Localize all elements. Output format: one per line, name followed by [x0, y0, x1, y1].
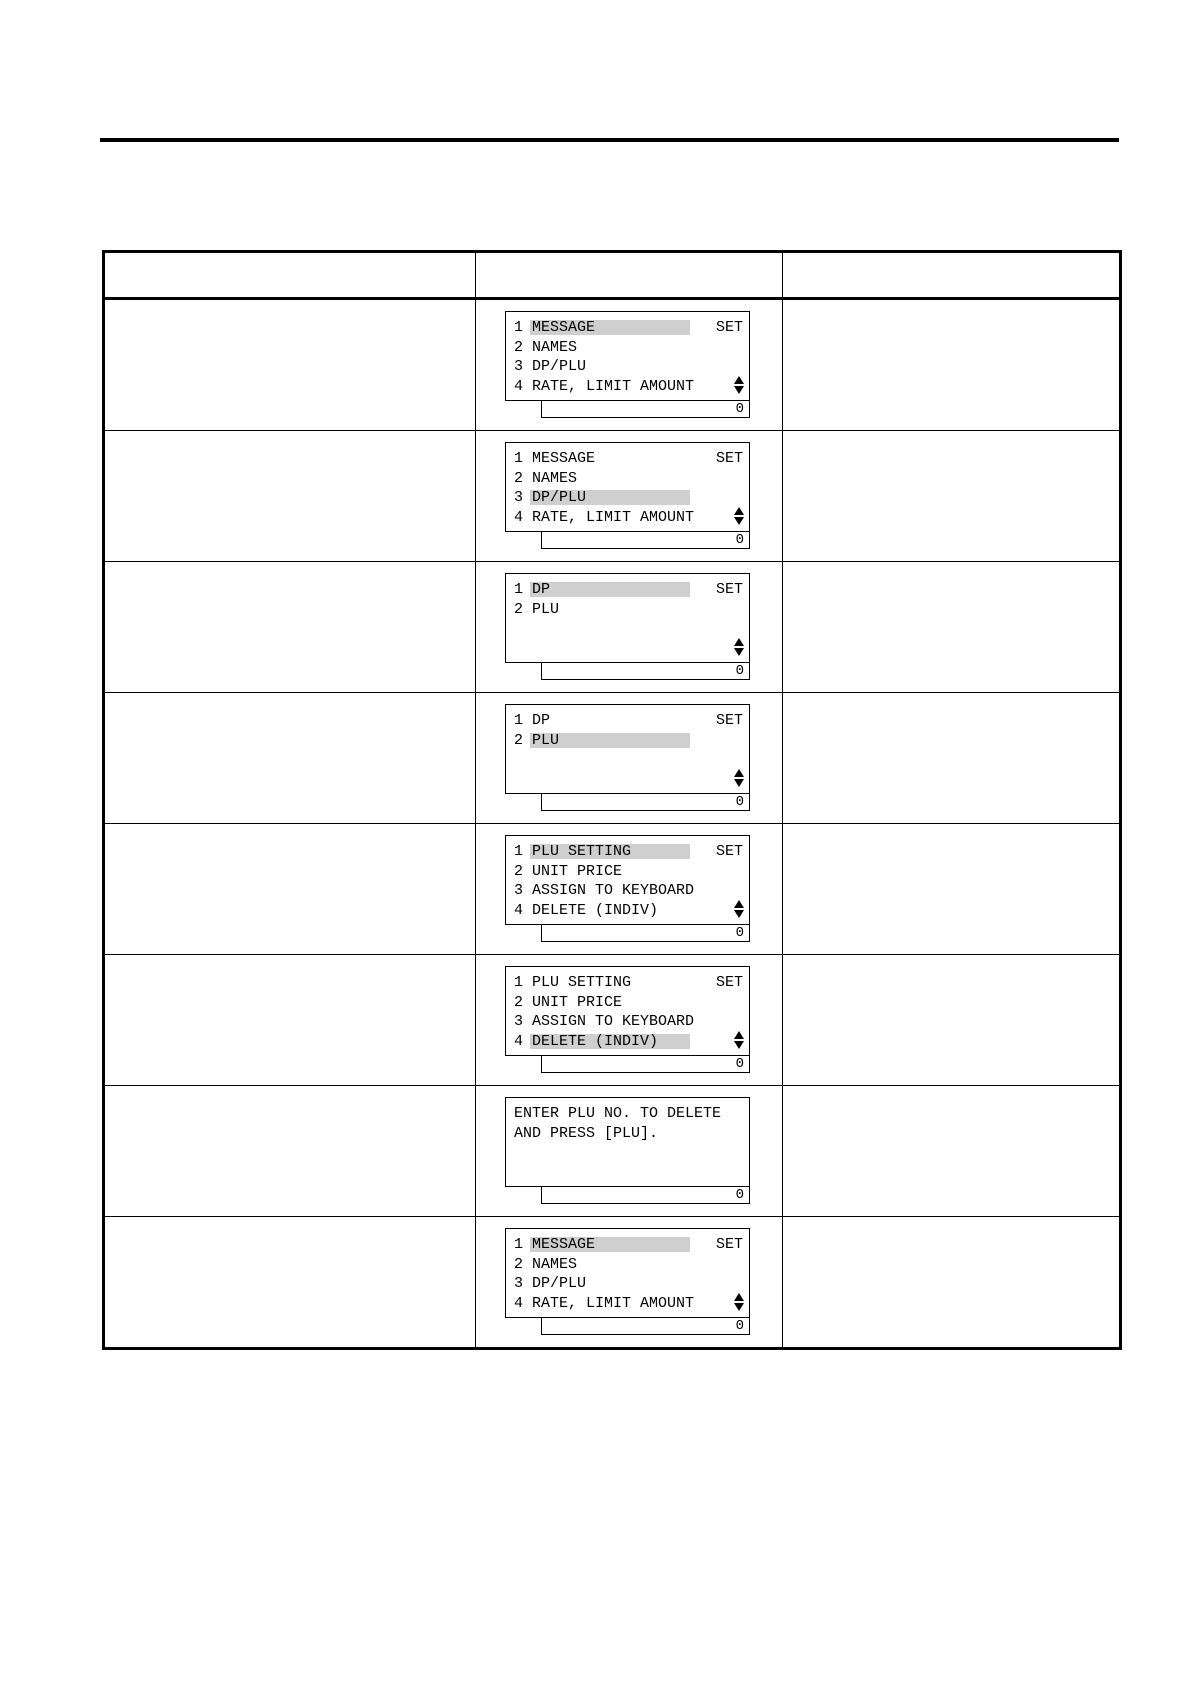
- lcd-screen: [505, 835, 750, 925]
- table-row: [104, 1217, 1121, 1349]
- menu-item-label: [532, 1255, 577, 1275]
- menu-item: [514, 881, 745, 901]
- menu-item: [514, 1274, 745, 1294]
- menu-item-label: [532, 580, 550, 600]
- menu-item: [514, 1012, 745, 1032]
- up-down-triangle-icon: [734, 900, 744, 918]
- table-row: [104, 431, 1121, 562]
- remarks-cell: [783, 431, 1121, 562]
- lcd-counter-box: [541, 663, 750, 680]
- menu-item: [514, 731, 745, 751]
- menu-item-text: RATE, LIMIT AMOUNT: [532, 377, 695, 395]
- menu-item-number: 2: [514, 338, 524, 356]
- header-remarks: [783, 252, 1121, 299]
- menu-item-text: ASSIGN TO KEYBOARD: [532, 1013, 695, 1030]
- display-cell: [476, 693, 783, 824]
- menu-item-number: 4: [514, 1294, 524, 1312]
- menu-item-label: [532, 881, 694, 901]
- menu-item-number: 1: [514, 712, 524, 729]
- lcd-lines: [514, 449, 745, 527]
- menu-item-text: PLU SETTING: [532, 974, 632, 991]
- menu-item-text: PLU: [532, 600, 560, 618]
- menu-item: [514, 508, 745, 528]
- up-down-triangle-icon: [734, 638, 744, 656]
- menu-item: [514, 318, 745, 338]
- menu-item-label: [532, 993, 622, 1013]
- menu-item-text: NAMES: [532, 338, 578, 356]
- lcd-counter-box: [541, 794, 750, 811]
- table-header-row: [104, 252, 1121, 299]
- menu-item-text: PLU: [532, 731, 560, 749]
- menu-item-number: 2: [514, 1255, 524, 1273]
- remarks-cell: [783, 824, 1121, 955]
- menu-item-label: [532, 318, 595, 338]
- menu-item-number: 1: [514, 581, 524, 598]
- menu-item-text: DP: [532, 712, 551, 729]
- up-down-triangle-icon: [734, 376, 744, 394]
- display-cell: [476, 431, 783, 562]
- lcd-screen: [505, 442, 750, 532]
- menu-item-label: [532, 449, 595, 469]
- menu-item-text: RATE, LIMIT AMOUNT: [532, 1294, 695, 1312]
- operation-cell: [104, 431, 476, 562]
- set-indicator: SET: [715, 1236, 743, 1253]
- display-cell: [476, 1086, 783, 1217]
- menu-item-text: MESSAGE: [532, 1236, 596, 1253]
- menu-item-text: RATE, LIMIT AMOUNT: [532, 508, 695, 526]
- remarks-cell: [783, 955, 1121, 1086]
- table-row: [104, 562, 1121, 693]
- remarks-cell: [783, 1217, 1121, 1349]
- remarks-cell: [783, 299, 1121, 431]
- lcd-counter-value: 0: [735, 532, 744, 548]
- remarks-cell: [783, 1086, 1121, 1217]
- header-display: [476, 252, 783, 299]
- lcd-counter-value: 0: [735, 925, 744, 941]
- menu-item-number: 2: [514, 993, 524, 1011]
- lcd-screen: [505, 966, 750, 1056]
- menu-item-number: 2: [514, 469, 524, 487]
- menu-item: [514, 1255, 745, 1275]
- lcd-lines: [514, 318, 745, 396]
- menu-item-number: 1: [514, 974, 524, 991]
- operation-cell: [104, 1217, 476, 1349]
- set-indicator: SET: [715, 843, 743, 860]
- operation-cell: [104, 562, 476, 693]
- procedure-table: [102, 250, 1122, 1350]
- menu-item-label: [532, 1235, 595, 1255]
- lcd-screen: [505, 1097, 750, 1187]
- menu-item-number: 3: [514, 882, 524, 899]
- menu-item-label: [532, 338, 577, 358]
- menu-item-label: [532, 842, 631, 862]
- lcd-counter-value: 0: [735, 401, 744, 417]
- menu-item: [514, 377, 745, 397]
- menu-item-text: ASSIGN TO KEYBOARD: [532, 882, 695, 899]
- up-down-triangle-icon: [734, 1293, 744, 1311]
- lcd-counter-box: [541, 925, 750, 942]
- set-indicator: SET: [715, 581, 743, 598]
- top-rule: [100, 138, 1119, 142]
- menu-item: [514, 449, 745, 469]
- display-cell: [476, 955, 783, 1086]
- menu-item-text: PLU SETTING: [532, 843, 632, 860]
- table-row: [104, 1086, 1121, 1217]
- menu-item: [514, 357, 745, 377]
- menu-item-number: 3: [514, 489, 524, 506]
- table-body: [104, 299, 1121, 1349]
- menu-item-number: 1: [514, 843, 524, 860]
- menu-item: [514, 338, 745, 358]
- lcd-counter-box: [541, 1318, 750, 1335]
- menu-item-text: DELETE (INDIV): [532, 1032, 659, 1050]
- menu-item: [514, 711, 745, 731]
- operation-cell: [104, 1086, 476, 1217]
- lcd-counter-box: [541, 1056, 750, 1073]
- menu-item-number: 2: [514, 862, 524, 880]
- menu-item-label: [532, 901, 658, 921]
- menu-item-text: NAMES: [532, 1255, 578, 1273]
- operation-cell: [104, 693, 476, 824]
- menu-item-label: [532, 469, 577, 489]
- menu-item: [514, 973, 745, 993]
- up-down-triangle-icon: [734, 1031, 744, 1049]
- selection-highlight: [530, 582, 690, 597]
- menu-item-label: [532, 1012, 694, 1032]
- menu-item: [514, 862, 745, 882]
- menu-item-text: DP/PLU: [532, 1275, 587, 1292]
- menu-item-text: MESSAGE: [532, 319, 596, 336]
- set-indicator: SET: [715, 712, 743, 729]
- lcd-lines: [514, 711, 745, 750]
- remarks-cell: [783, 562, 1121, 693]
- lcd-screen: [505, 1228, 750, 1318]
- menu-item: [514, 580, 745, 600]
- menu-item-number: 2: [514, 731, 524, 749]
- remarks-cell: [783, 693, 1121, 824]
- menu-item-text: NAMES: [532, 469, 578, 487]
- lcd-screen: [505, 573, 750, 663]
- menu-item-label: [532, 508, 694, 528]
- menu-item: [514, 469, 745, 489]
- menu-item-label: [532, 862, 622, 882]
- menu-item-number: 4: [514, 508, 524, 526]
- menu-item-text: MESSAGE: [532, 450, 596, 467]
- up-down-triangle-icon: [734, 507, 744, 525]
- menu-item-label: [532, 488, 586, 508]
- menu-item-number: 4: [514, 901, 524, 919]
- menu-item-number: 2: [514, 600, 524, 618]
- lcd-counter-value: 0: [735, 1318, 744, 1334]
- menu-item-label: [532, 377, 694, 397]
- menu-item: [514, 1032, 745, 1052]
- lcd-counter-box: [541, 532, 750, 549]
- lcd-lines: [514, 1104, 745, 1143]
- menu-item-text: DP/PLU: [532, 358, 587, 375]
- menu-item-label: [532, 973, 631, 993]
- menu-item-label: [532, 357, 586, 377]
- operation-cell: [104, 955, 476, 1086]
- lcd-counter-value: 0: [735, 663, 744, 679]
- menu-item-label: [532, 1294, 694, 1314]
- set-indicator: SET: [715, 974, 743, 991]
- table-row: [104, 299, 1121, 431]
- menu-item: [514, 901, 745, 921]
- menu-item-label: [532, 731, 559, 751]
- menu-item-label: [532, 711, 550, 731]
- lcd-counter-box: [541, 401, 750, 418]
- display-cell: [476, 299, 783, 431]
- header-operation: [104, 252, 476, 299]
- menu-item-number: 3: [514, 358, 524, 375]
- menu-item-number: 3: [514, 1013, 524, 1030]
- lcd-lines: [514, 1235, 745, 1313]
- lcd-lines: [514, 842, 745, 920]
- display-cell: [476, 562, 783, 693]
- prompt-text: AND PRESS [PLU].: [514, 1124, 659, 1142]
- lcd-screen: [505, 311, 750, 401]
- menu-item: [514, 600, 745, 620]
- lcd-lines: [514, 580, 745, 619]
- lcd-counter-value: 0: [735, 1187, 744, 1203]
- table-row: [104, 824, 1121, 955]
- menu-item: [514, 993, 745, 1013]
- menu-item-text: UNIT PRICE: [532, 862, 623, 880]
- lcd-counter-value: 0: [735, 1056, 744, 1072]
- lcd-counter-box: [541, 1187, 750, 1204]
- lcd-lines: [514, 973, 745, 1051]
- operation-cell: [104, 824, 476, 955]
- menu-item: [514, 1235, 745, 1255]
- lcd-screen: [505, 704, 750, 794]
- menu-item: [514, 842, 745, 862]
- table-row: [104, 955, 1121, 1086]
- menu-item-number: 4: [514, 377, 524, 395]
- menu-item-label: [532, 600, 559, 620]
- display-cell: [476, 824, 783, 955]
- menu-item-text: DP/PLU: [532, 489, 587, 506]
- prompt-text: ENTER PLU NO. TO DELETE: [514, 1105, 722, 1122]
- operation-cell: [104, 299, 476, 431]
- menu-item: [514, 1294, 745, 1314]
- lcd-counter-value: 0: [735, 794, 744, 810]
- menu-item-text: DELETE (INDIV): [532, 901, 659, 919]
- menu-item: [514, 488, 745, 508]
- menu-item-number: 1: [514, 319, 524, 336]
- table-row: [104, 693, 1121, 824]
- menu-item-label: [532, 1274, 586, 1294]
- set-indicator: SET: [715, 450, 743, 467]
- menu-item-text: DP: [532, 581, 551, 598]
- display-cell: [476, 1217, 783, 1349]
- menu-item-number: 3: [514, 1275, 524, 1292]
- set-indicator: SET: [715, 319, 743, 336]
- menu-item-number: 1: [514, 1236, 524, 1253]
- up-down-triangle-icon: [734, 769, 744, 787]
- menu-item-number: 1: [514, 450, 524, 467]
- menu-item-text: UNIT PRICE: [532, 993, 623, 1011]
- menu-item-number: 4: [514, 1032, 524, 1050]
- menu-item-label: [532, 1032, 658, 1052]
